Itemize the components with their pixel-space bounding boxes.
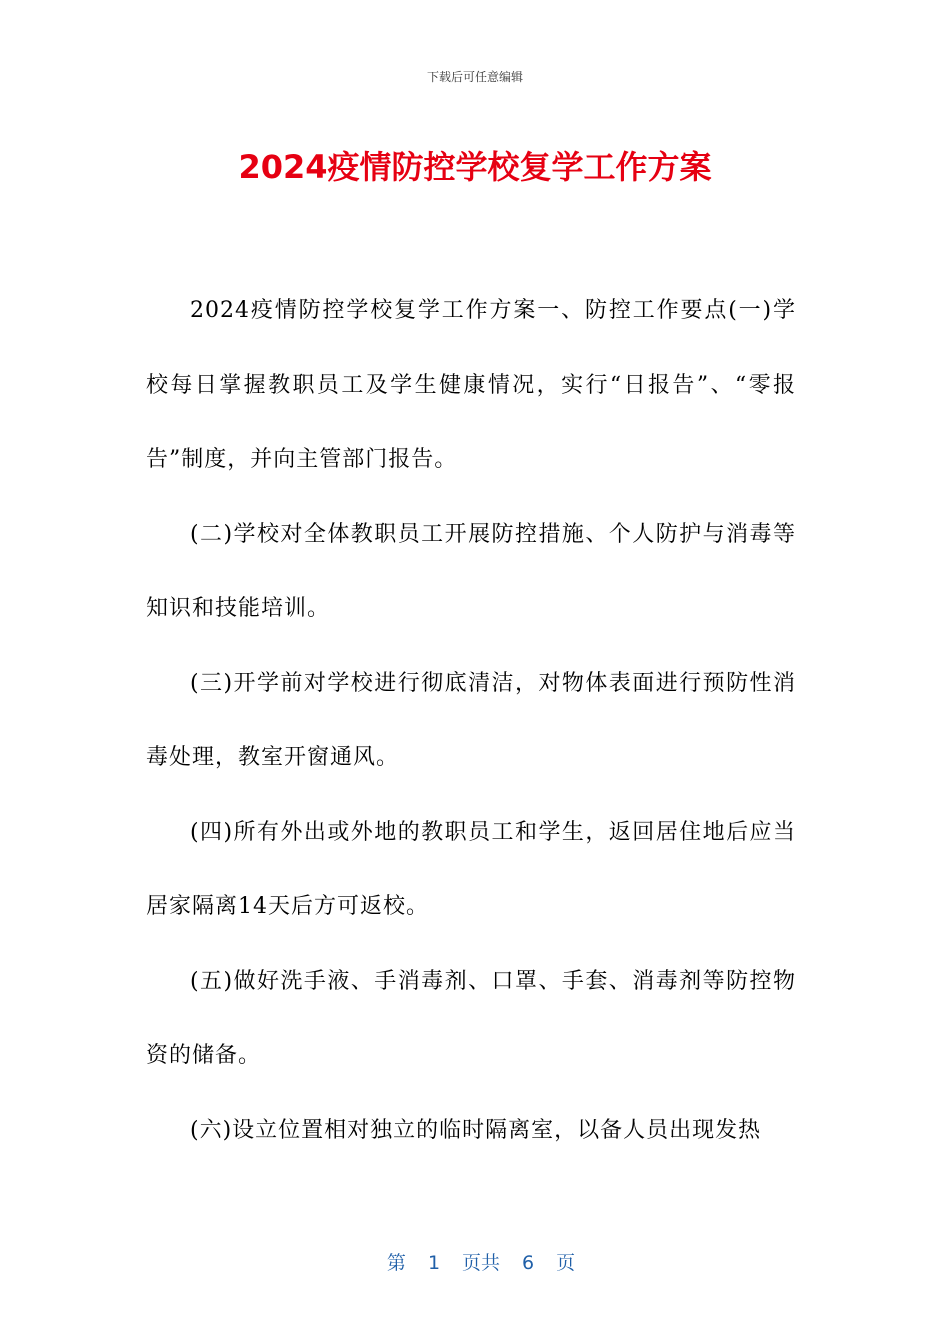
footer-page-number: 1 bbox=[427, 1252, 441, 1274]
footer-suffix: 页 bbox=[556, 1252, 576, 1274]
paragraph-6: (六)设立位置相对独立的临时隔离室，以备人员出现发热 bbox=[190, 1117, 762, 1143]
document-title: 2024疫情防控学校复学工作方案 bbox=[238, 148, 712, 186]
paragraph-1: 2024疫情防控学校复学工作方案一、防控工作要点(一)学校每日掌握教职员工及学生健康情况，实行“日报告”、“零报告”制度，并向主管部门报告。 bbox=[146, 298, 796, 472]
document-body bbox=[146, 274, 796, 1168]
footer-total-pages: 6 bbox=[522, 1252, 535, 1274]
paragraph-4: (四)所有外出或外地的教职员工和学生，返回居住地后应当居家隔离14天后方可返校。 bbox=[146, 819, 796, 919]
paragraph-3: (三)开学前对学校进行彻底清洁，对物体表面进行预防性消毒处理，教室开窗通风。 bbox=[146, 670, 796, 770]
page-footer bbox=[0, 1226, 950, 1275]
paragraph-2: (二)学校对全体教职员工开展防控措施、个人防护与消毒等知识和技能培训。 bbox=[146, 521, 796, 621]
header-note: 下载后可任意编辑 bbox=[426, 70, 523, 84]
footer-prefix: 第 bbox=[386, 1252, 406, 1274]
paragraph-5: (五)做好洗手液、手消毒剂、口罩、手套、消毒剂等防控物资的储备。 bbox=[146, 968, 796, 1068]
footer-middle: 页共 bbox=[462, 1252, 501, 1274]
